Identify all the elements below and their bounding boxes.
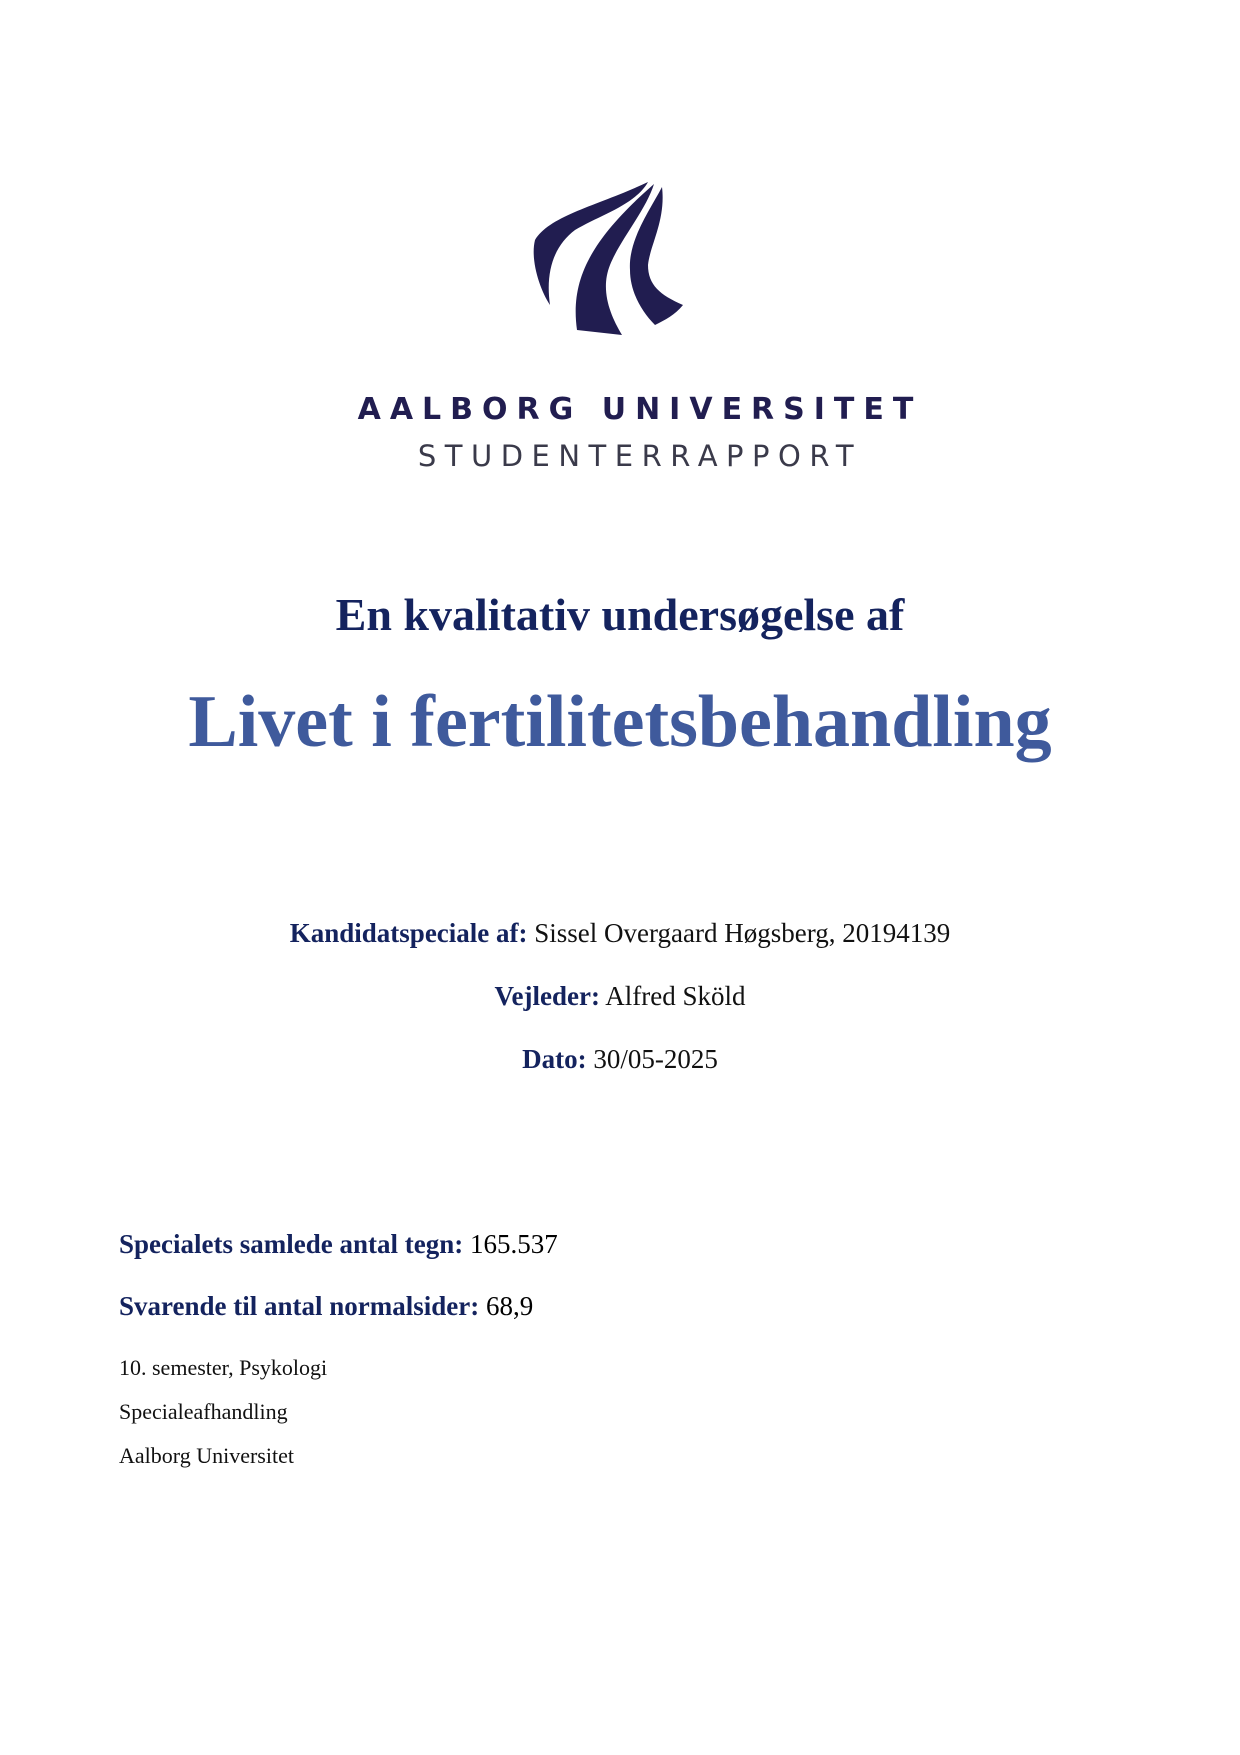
semester-text: 10. semester, Psykologi xyxy=(119,1355,328,1380)
main-title: Livet i fertilitetsbehandling xyxy=(188,681,1052,763)
supervisor-value: Alfred Sköld xyxy=(605,981,746,1011)
university-name: AALBORG UNIVERSITET xyxy=(357,392,923,427)
date-value: 30/05-2025 xyxy=(593,1044,718,1074)
normal-pages-line xyxy=(119,1291,533,1322)
author-line xyxy=(0,918,1240,949)
author-value: Sissel Overgaard Høgsberg, 20194139 xyxy=(534,918,951,948)
date-line xyxy=(0,1044,1240,1075)
report-type: STUDENTERRAPPORT xyxy=(417,439,863,473)
supervisor-line xyxy=(0,981,1240,1012)
date-label: Dato: xyxy=(522,1044,587,1074)
supervisor-label: Vejleder: xyxy=(494,981,600,1011)
institution-text: Aalborg Universitet xyxy=(119,1443,294,1468)
character-count-value: 165.537 xyxy=(469,1229,558,1259)
normal-pages-value: 68,9 xyxy=(486,1291,534,1321)
character-count-line xyxy=(119,1229,558,1260)
thesis-type-text: Specialeafhandling xyxy=(119,1399,288,1424)
aalborg-university-logo xyxy=(500,160,740,360)
character-count-label: Specialets samlede antal tegn: xyxy=(119,1229,464,1259)
title-line-1: En kvalitativ undersøgelse af xyxy=(335,589,905,640)
normal-pages-label: Svarende til antal normalsider: xyxy=(119,1291,480,1321)
author-label: Kandidatspeciale af: xyxy=(289,918,528,948)
